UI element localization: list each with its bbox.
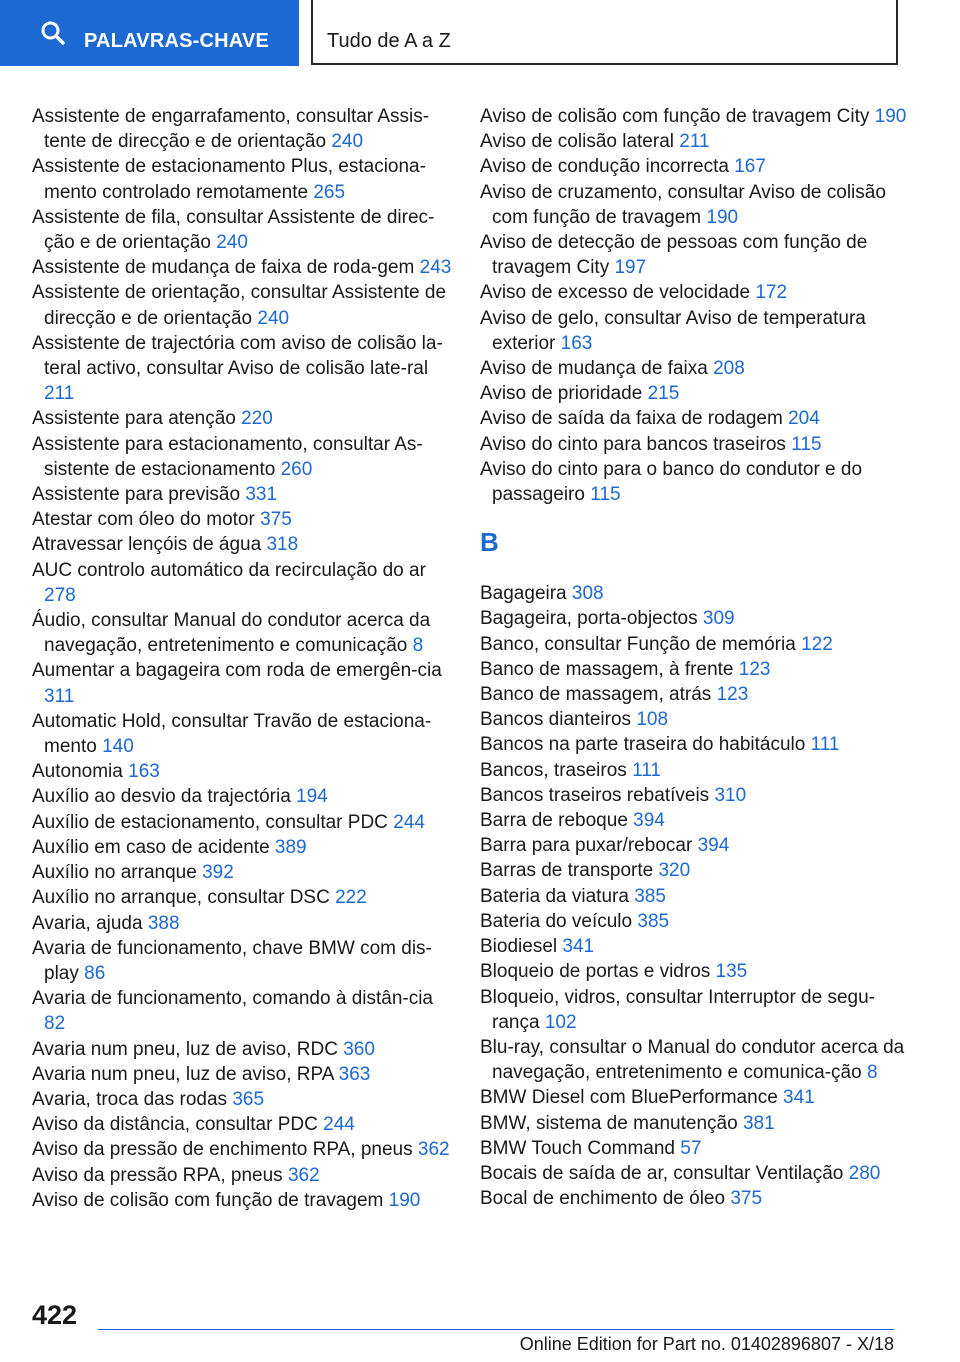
search-icon bbox=[40, 20, 66, 46]
index-entry bbox=[32, 280, 452, 330]
index-entry bbox=[480, 884, 910, 909]
index-term: Auxílio ao desvio da trajectória bbox=[32, 786, 291, 808]
index-term: Bagageira bbox=[480, 583, 567, 605]
index-entry bbox=[32, 1087, 452, 1112]
index-entry bbox=[480, 581, 910, 606]
index-entry bbox=[480, 657, 910, 682]
index-term: Bancos, traseiros bbox=[480, 759, 627, 781]
index-column-right bbox=[480, 104, 910, 1211]
page-reference-link[interactable]: 341 bbox=[783, 1087, 815, 1109]
index-term: Atravessar lençóis de água bbox=[32, 534, 262, 556]
index-term: Aviso de excesso de velocidade bbox=[480, 282, 751, 304]
page-reference-link[interactable]: 265 bbox=[313, 181, 346, 203]
index-term: Bateria da viatura bbox=[480, 885, 629, 907]
page-reference-link[interactable]: 197 bbox=[614, 257, 647, 279]
page-reference-link[interactable]: 111 bbox=[810, 734, 840, 756]
page-reference-link[interactable]: 115 bbox=[590, 484, 621, 506]
index-term: Biodiesel bbox=[480, 936, 558, 958]
index-term: Aviso de colisão lateral bbox=[480, 131, 674, 153]
index-term: Atestar com óleo do motor bbox=[32, 509, 255, 531]
index-entry bbox=[480, 758, 910, 783]
index-term: Aviso de colisão com função de travagem City bbox=[480, 106, 870, 127]
index-term: Avaria num pneu, luz de aviso, RDC bbox=[32, 1038, 338, 1060]
index-term: Automatic Hold, consultar Travão de estaciona-mento bbox=[32, 710, 432, 758]
index-term: Bocais de saída de ar, consultar Ventilação bbox=[480, 1162, 844, 1184]
index-entry bbox=[480, 707, 910, 732]
index-term: Aviso de condução incorrecta bbox=[480, 156, 729, 178]
a-to-z-tab[interactable] bbox=[311, 0, 898, 65]
index-term: Aumentar a bagageira com roda de emergên-cia bbox=[32, 660, 442, 682]
index-entry bbox=[480, 306, 910, 356]
index-term: BMW, sistema de manutenção bbox=[480, 1112, 738, 1134]
index-term: Bocal de enchimento de óleo bbox=[480, 1188, 726, 1210]
index-entry bbox=[480, 632, 910, 657]
index-term: Avaria, troca das rodas bbox=[32, 1088, 228, 1110]
page-reference-link[interactable]: 244 bbox=[323, 1114, 355, 1136]
index-term: Assistente para estacionamento, consultar As-sistente de estacionamento bbox=[32, 433, 423, 480]
index-entry bbox=[480, 858, 910, 883]
page-reference-link[interactable]: 240 bbox=[257, 307, 290, 329]
index-entry bbox=[32, 558, 452, 608]
index-entry bbox=[480, 783, 910, 808]
index-term: Assistente de fila, consultar Assistente de direc-ção e de orientação bbox=[32, 206, 435, 254]
page-reference-link[interactable]: 115 bbox=[791, 433, 822, 455]
page-reference-link[interactable]: 8 bbox=[866, 1062, 878, 1084]
page-reference-link[interactable]: 111 bbox=[632, 759, 661, 781]
index-entry bbox=[32, 482, 452, 507]
index-entry bbox=[32, 432, 452, 482]
index-entry bbox=[480, 1111, 910, 1136]
index-term: Avaria num pneu, luz de aviso, RPA bbox=[32, 1063, 334, 1085]
page-reference-link[interactable]: 362 bbox=[417, 1139, 450, 1161]
index-entry bbox=[480, 732, 910, 757]
page-reference-link[interactable]: 331 bbox=[245, 484, 278, 506]
index-term: Aviso de saída da faixa de rodagem bbox=[480, 408, 783, 430]
index-entry bbox=[32, 709, 452, 759]
index-term: Assistente de orientação, consultar Assistente de direcção e de orientação bbox=[32, 282, 447, 329]
index-entry bbox=[32, 154, 452, 204]
index-entry bbox=[480, 934, 910, 959]
section-letter-heading: B bbox=[480, 527, 499, 558]
index-entry bbox=[32, 1137, 452, 1162]
index-term: Bloqueio, vidros, consultar Interruptor de segu-rança bbox=[480, 986, 875, 1033]
index-entry bbox=[32, 331, 452, 407]
page-reference-link[interactable]: 320 bbox=[658, 860, 691, 882]
index-entry bbox=[32, 1112, 452, 1137]
page-reference-link[interactable]: 363 bbox=[338, 1063, 371, 1085]
page-reference-link[interactable]: 222 bbox=[335, 887, 367, 909]
page-reference-link[interactable]: 362 bbox=[287, 1164, 320, 1186]
page-reference-link[interactable]: 244 bbox=[393, 811, 425, 833]
index-entry bbox=[480, 959, 910, 984]
top-navigation bbox=[0, 0, 960, 68]
index-term: Autonomia bbox=[32, 761, 123, 783]
index-term: Barra de reboque bbox=[480, 810, 628, 832]
index-entry bbox=[480, 432, 910, 457]
index-term: Bloqueio de portas e vidros bbox=[480, 961, 711, 983]
page-reference-link[interactable]: 163 bbox=[560, 332, 593, 354]
index-term: Bancos na parte traseira do habitáculo bbox=[480, 734, 806, 756]
index-entry bbox=[480, 280, 910, 305]
index-term: Barra para puxar/rebocar bbox=[480, 835, 693, 857]
index-entry bbox=[480, 1136, 910, 1161]
page-reference-link[interactable]: 208 bbox=[713, 358, 745, 380]
page-reference-link[interactable]: 389 bbox=[274, 836, 307, 858]
index-term: Aviso da pressão RPA, pneus bbox=[32, 1164, 283, 1186]
index-entry bbox=[32, 784, 452, 809]
index-term: Aviso da pressão de enchimento RPA, pneus bbox=[32, 1139, 413, 1161]
index-entry bbox=[480, 129, 910, 154]
index-entry bbox=[32, 255, 452, 280]
page-reference-link[interactable]: 220 bbox=[241, 408, 273, 430]
page-reference-link[interactable]: 375 bbox=[730, 1188, 763, 1210]
page-reference-link[interactable]: 385 bbox=[637, 910, 670, 932]
index-term: Auxílio no arranque, consultar DSC bbox=[32, 887, 330, 909]
index-term: Bateria do veículo bbox=[480, 910, 633, 932]
page-reference-link[interactable]: 392 bbox=[202, 862, 234, 884]
page-reference-link[interactable]: 190 bbox=[706, 206, 739, 228]
index-term: Aviso de colisão com função de travagem bbox=[32, 1189, 384, 1211]
index-term: Bancos traseiros rebatíveis bbox=[480, 784, 710, 806]
page-reference-link[interactable]: 167 bbox=[734, 156, 766, 178]
page-reference-link[interactable]: 172 bbox=[755, 282, 788, 304]
page-reference-link[interactable]: 123 bbox=[738, 658, 771, 680]
index-entry bbox=[480, 606, 910, 631]
page-reference-link[interactable]: 8 bbox=[412, 635, 424, 657]
index-group-b bbox=[480, 581, 910, 1211]
index-term: Banco, consultar Função de memória bbox=[480, 633, 796, 655]
index-term: Blu-ray, consultar o Manual do condutor acerca da navegação, entretenimento e comunica-ção bbox=[480, 1036, 905, 1084]
index-term: Aviso do cinto para bancos traseiros bbox=[480, 433, 786, 455]
index-entry bbox=[32, 759, 452, 784]
index-term: Aviso de prioridade bbox=[480, 383, 643, 405]
index-term: Assistente de estacionamento Plus, estaciona-mento controlado remotamente bbox=[32, 156, 426, 203]
index-entry bbox=[480, 1186, 910, 1211]
page-reference-link[interactable]: 108 bbox=[636, 709, 669, 731]
index-entry bbox=[480, 808, 910, 833]
index-entry bbox=[480, 833, 910, 858]
index-entry bbox=[32, 608, 452, 658]
index-term: Assistente de mudança de faixa de roda-gem bbox=[32, 257, 415, 279]
index-term: Assistente para previsão bbox=[32, 484, 241, 506]
index-entry bbox=[32, 507, 452, 532]
index-entry bbox=[480, 457, 910, 507]
page-reference-link[interactable]: 311 bbox=[44, 685, 75, 707]
a-to-z-tab-label: Tudo de A a Z bbox=[327, 30, 451, 52]
index-term: AUC controlo automático da recirculação do ar bbox=[32, 559, 426, 581]
index-term: Banco de massagem, à frente bbox=[480, 658, 734, 680]
index-term: Bancos dianteiros bbox=[480, 709, 632, 731]
index-entry bbox=[480, 909, 910, 934]
index-entry bbox=[480, 1035, 910, 1085]
index-term: BMW Diesel com BluePerformance bbox=[480, 1087, 778, 1109]
page-reference-link[interactable]: 243 bbox=[419, 257, 452, 279]
index-entry bbox=[32, 986, 452, 1036]
page-reference-link[interactable]: 278 bbox=[44, 584, 76, 606]
page-reference-link[interactable]: 211 bbox=[44, 383, 75, 405]
page-reference-link[interactable]: 388 bbox=[147, 912, 180, 934]
page-reference-link[interactable]: 215 bbox=[647, 383, 680, 405]
index-term: Auxílio de estacionamento, consultar PDC bbox=[32, 811, 388, 833]
index-term: Bagageira, porta-objectos bbox=[480, 608, 698, 630]
index-term: Banco de massagem, atrás bbox=[480, 684, 712, 706]
index-entry bbox=[480, 682, 910, 707]
page-reference-link[interactable]: 280 bbox=[848, 1162, 881, 1184]
index-entry bbox=[32, 1188, 452, 1213]
page-reference-link[interactable]: 140 bbox=[102, 736, 134, 758]
page-reference-link[interactable]: 194 bbox=[296, 786, 328, 808]
index-entry bbox=[32, 406, 452, 431]
index-term: Avaria de funcionamento, comando à distân-cia bbox=[32, 988, 434, 1010]
index-entry bbox=[32, 1037, 452, 1062]
index-entry bbox=[32, 835, 452, 860]
page-reference-link[interactable]: 123 bbox=[716, 684, 749, 706]
index-entry bbox=[32, 1163, 452, 1188]
index-entry bbox=[480, 154, 910, 179]
index-entry bbox=[32, 911, 452, 936]
index-term: Aviso da distância, consultar PDC bbox=[32, 1114, 318, 1136]
index-term: Assistente para atenção bbox=[32, 408, 236, 430]
index-term: Aviso de cruzamento, consultar Aviso de colisão com função de travagem bbox=[480, 181, 886, 228]
index-entry bbox=[480, 356, 910, 381]
index-term: Assistente de engarrafamento, consultar Assis-tente de direcção e de orientação bbox=[32, 106, 430, 153]
keywords-tab[interactable] bbox=[0, 0, 299, 66]
index-term: Avaria de funcionamento, chave BMW com dis-play bbox=[32, 937, 432, 984]
index-entry bbox=[32, 885, 452, 910]
index-entry bbox=[32, 205, 452, 255]
page-reference-link[interactable]: 204 bbox=[788, 408, 820, 430]
page-reference-link[interactable]: 163 bbox=[128, 761, 160, 783]
index-term: Assistente de trajectória com aviso de colisão la-teral activo, consultar Aviso de colisão late-ral bbox=[32, 332, 443, 380]
page-reference-link[interactable]: 122 bbox=[801, 633, 833, 655]
page-reference-link[interactable]: 240 bbox=[216, 232, 248, 254]
index-entry bbox=[32, 1062, 452, 1087]
page-reference-link[interactable]: 82 bbox=[44, 1013, 66, 1035]
page-reference-link[interactable]: 318 bbox=[266, 534, 299, 556]
page-number: 422 bbox=[32, 1300, 78, 1330]
page-reference-link[interactable]: 260 bbox=[280, 458, 313, 480]
index-entry bbox=[480, 381, 910, 406]
index-entry bbox=[32, 658, 452, 708]
index-term: Aviso do cinto para o banco do condutor e do passageiro bbox=[480, 458, 863, 506]
index-entry bbox=[32, 532, 452, 557]
index-group-a bbox=[480, 104, 910, 507]
index-term: BMW Touch Command bbox=[480, 1137, 675, 1159]
index-entry bbox=[32, 860, 452, 885]
page-reference-link[interactable]: 375 bbox=[260, 509, 292, 531]
page-reference-link[interactable]: 57 bbox=[680, 1137, 702, 1159]
page-reference-link[interactable]: 381 bbox=[742, 1112, 775, 1134]
index-column-left bbox=[32, 104, 452, 1213]
page-reference-link[interactable]: 211 bbox=[679, 131, 710, 153]
index-entry bbox=[480, 104, 910, 129]
page-reference-link[interactable]: 190 bbox=[388, 1189, 421, 1211]
index-entry bbox=[480, 406, 910, 431]
index-entry bbox=[480, 230, 910, 280]
keywords-tab-label: PALAVRAS-CHAVE bbox=[84, 30, 270, 52]
index-term: Áudio, consultar Manual do condutor acerca da navegação, entretenimento e comunicação bbox=[32, 610, 431, 657]
index-term: Aviso de gelo, consultar Aviso de temperatura exterior bbox=[480, 307, 866, 354]
page-reference-link[interactable]: 310 bbox=[714, 784, 747, 806]
page-reference-link[interactable]: 102 bbox=[544, 1011, 577, 1033]
index-term: Avaria, ajuda bbox=[32, 912, 143, 934]
index-entry bbox=[480, 1161, 910, 1186]
index-term: Aviso de mudança de faixa bbox=[480, 358, 708, 380]
page-reference-link[interactable]: 135 bbox=[715, 961, 748, 983]
page-reference-link[interactable]: 385 bbox=[634, 885, 666, 907]
page-reference-link[interactable]: 341 bbox=[562, 936, 595, 958]
index-entry bbox=[480, 1085, 910, 1110]
page-reference-link[interactable]: 86 bbox=[84, 962, 106, 984]
index-term: Auxílio no arranque bbox=[32, 862, 197, 884]
edition-footer: Online Edition for Part no. 01402896807 - X/18 bbox=[519, 1334, 894, 1354]
index-entry bbox=[480, 180, 910, 230]
index-entry bbox=[32, 104, 452, 154]
page-reference-link[interactable]: 365 bbox=[232, 1088, 265, 1110]
page-reference-link[interactable]: 308 bbox=[571, 583, 604, 605]
index-entry bbox=[32, 810, 452, 835]
index-entry bbox=[480, 985, 910, 1035]
page-reference-link[interactable]: 360 bbox=[343, 1038, 375, 1060]
page-reference-link[interactable]: 240 bbox=[331, 131, 364, 153]
index-term: Auxílio em caso de acidente bbox=[32, 836, 270, 858]
page-reference-link[interactable]: 190 bbox=[874, 106, 907, 127]
page-reference-link[interactable]: 394 bbox=[633, 810, 665, 832]
index-term: Aviso de detecção de pessoas com função de travagem City bbox=[480, 232, 868, 279]
footer-divider bbox=[98, 1329, 894, 1330]
index-term: Barras de transporte bbox=[480, 860, 654, 882]
page-reference-link[interactable]: 309 bbox=[702, 608, 735, 630]
index-entry bbox=[32, 936, 452, 986]
page-reference-link[interactable]: 394 bbox=[697, 835, 730, 857]
